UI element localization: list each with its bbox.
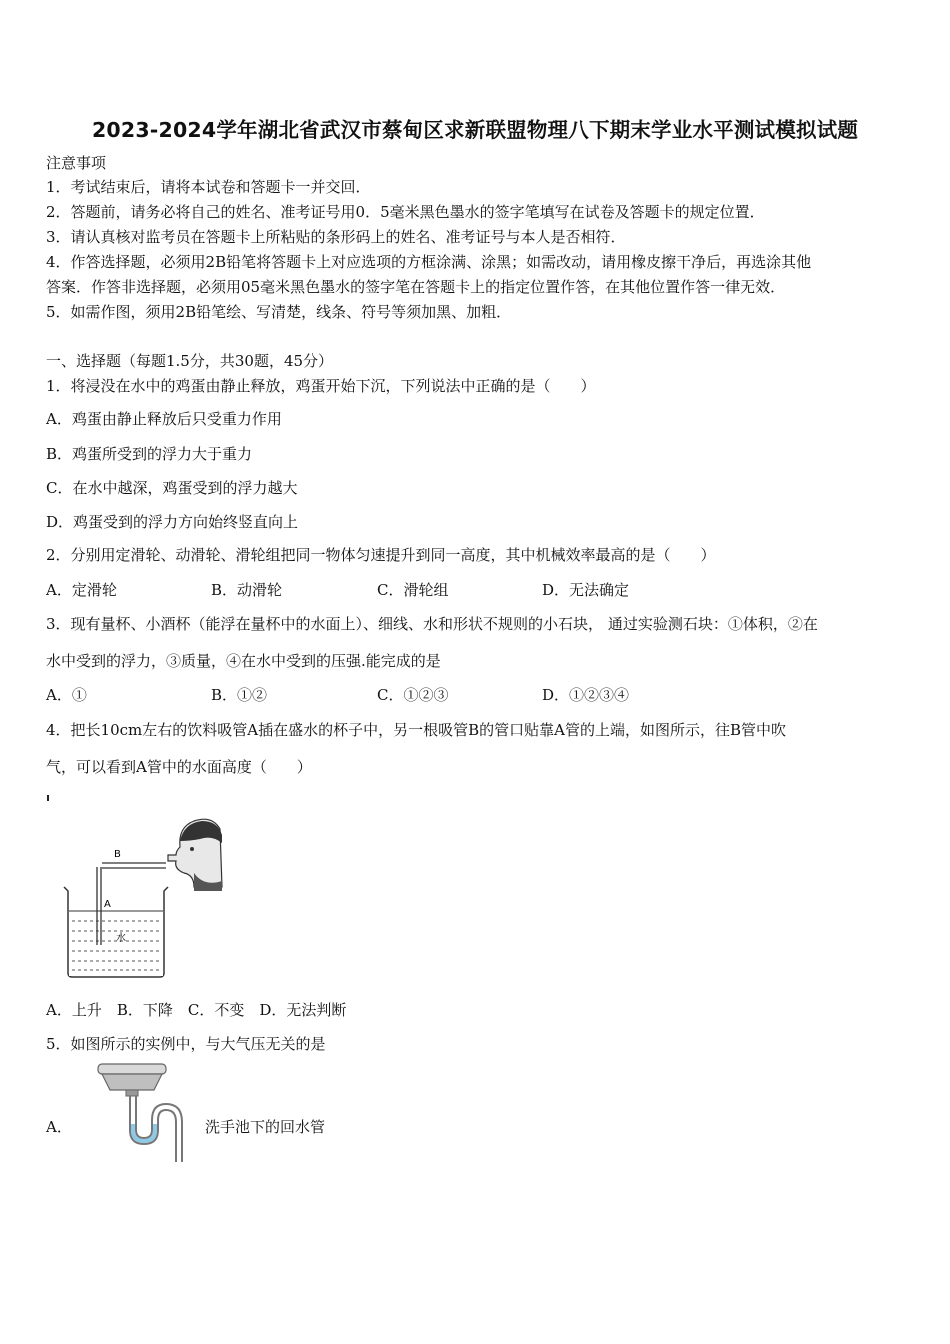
notice-item: 5．如需作图，须用2B铅笔绘、写清楚，线条、符号等须加黑、加粗．: [46, 303, 512, 321]
notice-item: 3．请认真核对监考员在答题卡上所粘贴的条形码上的姓名、准考证号与本人是否相符．: [46, 228, 626, 246]
q1-option-d: D．鸡蛋受到的浮力方向始终竖直向上: [46, 513, 299, 531]
page-title: 2023-2024学年湖北省武汉市蔡甸区求新联盟物理八下期末学业水平测试模拟试题: [91, 118, 859, 142]
question-3-stem: 3．现有量杯、小酒杯（能浮在量杯中的水面上）、细线、水和形状不规则的小石块， 通过实验测石块：①体积，②在: [46, 615, 818, 633]
q1-option-b: B．鸡蛋所受到的浮力大于重力: [46, 445, 253, 463]
q1-option-a: A．鸡蛋由静止释放后只受重力作用: [46, 410, 282, 428]
q3-option-a: A．①: [46, 686, 87, 704]
q2-option-c: C．滑轮组: [377, 581, 449, 599]
question-5-stem: 5．如图所示的实例中，与大气压无关的是: [46, 1035, 326, 1053]
q1-option-c: C．在水中越深，鸡蛋受到的浮力越大: [46, 479, 298, 497]
label-straw-b: B: [114, 849, 121, 860]
notice-heading: 注意事项: [46, 154, 107, 172]
q2-option-d: D．无法确定: [542, 581, 630, 599]
notice-item: 4．作答选择题，必须用2B铅笔将答题卡上对应选项的方框涂满、涂黑；如需改动，请用橡皮擦干净后，再选涂其他: [46, 253, 812, 271]
notice-item: 答案．作答非选择题，必须用05毫米黑色墨水的签字笔在答题卡上的指定位置作答，在其他位置作答一律无效．: [46, 278, 786, 296]
straw-experiment-figure: [44, 795, 222, 985]
q3-option-b: B．①②: [211, 686, 268, 704]
label-water: 水: [116, 933, 126, 944]
question-4-stem: 4．把长10cm左右的饮料吸管A插在盛水的杯子中，另一根吸管B的管口贴靠A管的上端，如图所示，往B管中吹: [46, 721, 786, 739]
question-3-stem-cont: 水中受到的浮力，③质量，④在水中受到的压强.能完成的是: [46, 652, 441, 670]
boy-head-illustration: [168, 819, 222, 891]
section-heading: 一、选择题（每题1.5分，共30题，45分）: [46, 352, 334, 370]
label-straw-a: A: [104, 899, 111, 910]
sink-trap-figure: [94, 1060, 184, 1166]
q3-option-c: C．①②③: [377, 686, 449, 704]
q5-option-a-caption: 洗手池下的回水管: [205, 1118, 326, 1136]
q3-option-d: D．①②③④: [542, 686, 630, 704]
question-2-stem: 2．分别用定滑轮、动滑轮、滑轮组把同一物体匀速提升到同一高度，其中机械效率最高的是（ ）: [46, 546, 716, 564]
notice-item: 2．答题前，请务必将自己的姓名、准考证号用0．5毫米黑色墨水的签字笔填写在试卷及答题卡的规定位置．: [46, 203, 765, 221]
q4-options: A．上升 B．下降 C．不变 D．无法判断: [46, 1001, 347, 1019]
q2-option-b: B．动滑轮: [211, 581, 283, 599]
q5-option-a-letter: A．: [46, 1118, 72, 1136]
question-1-stem: 1．将浸没在水中的鸡蛋由静止释放，鸡蛋开始下沉，下列说法中正确的是（ ）: [46, 377, 596, 395]
notice-item: 1．考试结束后，请将本试卷和答题卡一并交回．: [46, 178, 371, 196]
q2-option-a: A．定滑轮: [46, 581, 117, 599]
question-4-stem-cont: 气，可以看到A管中的水面高度（ ）: [46, 758, 312, 776]
